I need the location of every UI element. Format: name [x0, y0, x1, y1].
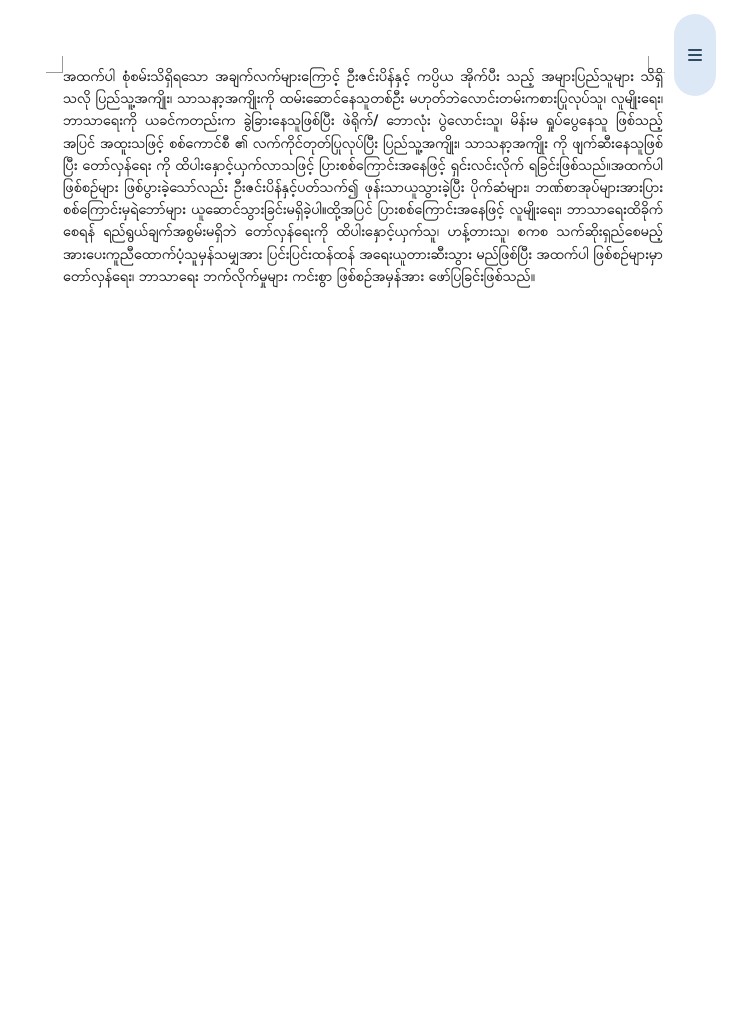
hamburger-menu-icon — [688, 49, 702, 62]
document-paragraph: အထက်ပါ စုံစမ်းသိရှိရသော အချက်လက်များကြောင့် ဦးဇင်းပိန်နှင့် ကပ္ပိယ အိုက်ပီး သည့် အများပြည်သူများ သိရှိသလို ပြည်သူ့အကျိုး၊ သာသနာ့အကျိုးကို ထမ်းဆောင်နေသူတစ်ဦး မဟုတ်ဘဲလောင်းတမ်းကစားပြုလုပ်သူ၊ လူမျိုးရေး၊ ဘာသာရေးကို ယခင်ကတည်းက ခွဲခြားနေသူဖြစ်ပြီး ဖဲရိုက်/ ဘောလုံး ပွဲလောင်းသူ၊ မိန်းမ ရှုပ်ပွေနေသူ ဖြစ်သည့်အပြင် အထူးသဖြင့် စစ်ကောင်စီ ၏ လက်ကိုင်တုတ်ပြုလုပ်ပြီး ပြည်သူ့အကျိုး၊ သာသနာ့အကျိုး ကို ဖျက်ဆီးနေသူဖြစ်ပြီး တော်လှန်ရေး ကို ထိပါးနှောင့်ယှက်လာသဖြင့် ပြားစစ်ကြောင်းအနေဖြင့် ရှင်းလင်းလိုက် ရခြင်းဖြစ်သည်။အထက်ပါဖြစ်စဉ်များ ဖြစ်ပွားခဲ့သော်လည်း ဦးဇင်းပိန်နှင့်ပတ်သက်၍ ဖုန်းသာယူသွားခဲ့ပြီး ပိုက်ဆံများ၊ ဘဏ်စာအုပ်များအားပြားစစ်ကြောင်းမှရဲဘော်များ ယူဆောင်သွားခြင်းမရှိခဲ့ပါ။ထို့အပြင် ပြားစစ်ကြောင်းအနေဖြင့် လူမျိုးရေး၊ ဘာသာရေးထိခိုက် စေရန် ရည်ရွယ်ချက်အစွမ်းမရှိဘဲ တော်လှန်ရေးကို ထိပါးနှောင့်ယှက်သူ၊ ဟန့်တားသူ၊ စကစ သက်ဆိုးရှည်စေမည့် အားပေးကူညီထောက်ပံ့သူမှန်သမျှအား ပြင်းပြင်းထန်ထန် အရေးယူတားဆီးသွား မည်ဖြစ်ပြီး အထက်ပါ ဖြစ်စဉ်များမှာ တော်လှန်ရေး၊ ဘာသာရေး ဘက်လိုက်မှုများ ကင်းစွာ ဖြစ်စဉ်အမှန်အား ဖော်ပြခြင်းဖြစ်သည်။ — [63, 69, 663, 285]
menu-button[interactable] — [674, 14, 716, 96]
page-corner-mark-left — [46, 56, 63, 73]
